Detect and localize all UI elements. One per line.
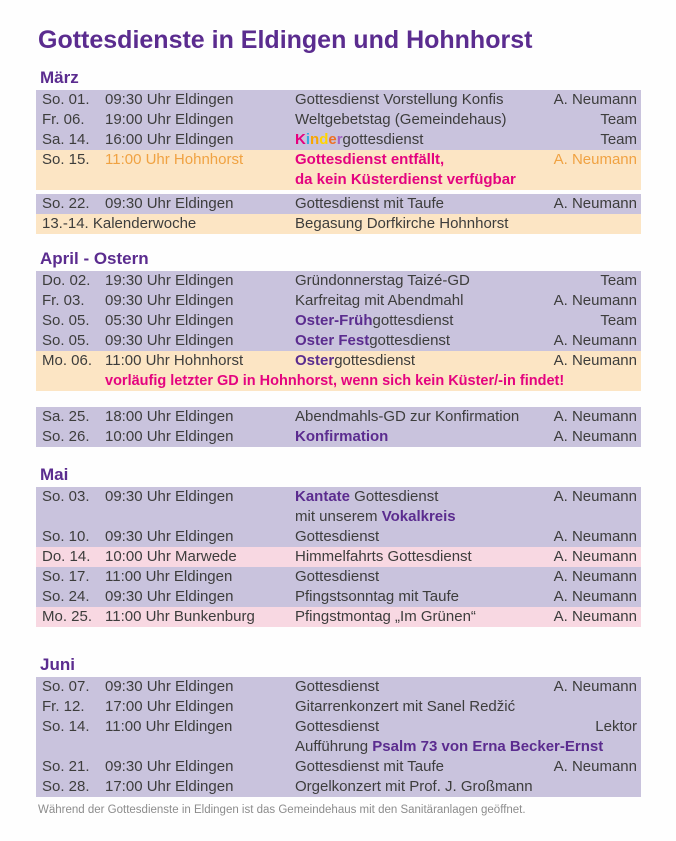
text-segment: Abendmahls-GD zur Konfirmation [295, 408, 520, 425]
time-location-cell: 09:30 Uhr Eldingen [105, 91, 234, 108]
text-segment: Gottesdienst [350, 488, 439, 505]
leader-cell: A. Neumann [553, 332, 637, 349]
date-cell: Fr. 03. [42, 292, 85, 309]
text-segment: Orgelkonzert mit Prof. J. Großmann [295, 778, 533, 795]
date-cell: So. 14. [42, 718, 90, 735]
time-location-cell: 17:00 Uhr Eldingen [105, 698, 234, 715]
text-segment: Himmelfahrts Gottesdienst [295, 548, 472, 565]
text-segment: Gottesdienst [295, 568, 380, 585]
time-location-cell: 09:30 Uhr Eldingen [105, 758, 234, 775]
time-location-cell: 09:30 Uhr Eldingen [105, 588, 234, 605]
table-row [36, 487, 641, 527]
text-segment: Kantate [295, 488, 351, 505]
description-line [295, 214, 639, 234]
note-text: vorläufig letzter GD in Hohnhorst, wenn sich kein Küster/-in findet! [105, 373, 565, 389]
date-cell: So. 07. [42, 678, 90, 695]
leader-cell: A. Neumann [553, 678, 637, 695]
description-line [295, 507, 639, 527]
table-row [36, 407, 641, 427]
leader-cell: A. Neumann [553, 292, 637, 309]
text-segment: gottesdienst [334, 352, 416, 369]
time-location-cell: 11:00 Uhr Hohnhorst [105, 352, 244, 369]
text-segment: Gottesdienst Vorstellung Konfis [295, 91, 504, 108]
month-section [0, 465, 676, 627]
date-cell: So. 17. [42, 568, 90, 585]
description-cell [295, 214, 641, 234]
table-row [36, 130, 641, 150]
text-segment: Gottesdienst mit Taufe [295, 195, 444, 212]
footer-note: Während der Gottesdienste in Eldingen ist das Gemeindehaus mit den Sanitäranlagen geöffnet. [38, 804, 526, 816]
text-segment: Oster [295, 352, 335, 369]
text-segment: Pfingstmontag „Im Grünen“ [295, 608, 476, 625]
time-location-cell: 11:00 Uhr Hohnhorst [105, 151, 244, 168]
time-location-cell: 09:30 Uhr Eldingen [105, 292, 234, 309]
time-location-cell: 19:30 Uhr Eldingen [105, 272, 234, 289]
table-row [36, 587, 641, 607]
table-row [36, 150, 641, 190]
time-location-cell: 09:30 Uhr Eldingen [105, 678, 234, 695]
description-line [295, 170, 639, 190]
table-row [36, 567, 641, 587]
date-cell: So. 01. [42, 91, 90, 108]
text-segment: gottesdienst [342, 131, 424, 148]
description-line [295, 777, 639, 797]
description-cell [295, 130, 641, 150]
description-cell [295, 697, 641, 717]
text-segment: e [328, 131, 337, 148]
leader-cell: A. Neumann [553, 352, 637, 369]
time-location-cell: 10:00 Uhr Eldingen [105, 428, 234, 445]
date-cell: So. 05. [42, 312, 90, 329]
description-cell [295, 110, 641, 130]
text-segment: gottesdienst [372, 312, 454, 329]
table-row [36, 371, 641, 391]
time-location-cell: 09:30 Uhr Eldingen [105, 488, 234, 505]
description-line [295, 110, 639, 130]
time-location-cell: 17:00 Uhr Eldingen [105, 778, 234, 795]
text-segment: Karfreitag mit Abendmahl [295, 292, 464, 309]
date-cell: So. 28. [42, 778, 90, 795]
description-line [295, 717, 639, 737]
leader-cell: A. Neumann [553, 758, 637, 775]
date-cell: Sa. 14. [42, 131, 90, 148]
leader-cell: A. Neumann [553, 548, 637, 565]
description-line [295, 697, 639, 717]
section-title: April - Ostern [40, 249, 149, 268]
description-line [295, 130, 639, 150]
date-cell: So. 26. [42, 428, 90, 445]
schedule [0, 68, 676, 797]
leader-cell: A. Neumann [553, 488, 637, 505]
text-segment: Gottesdienst mit Taufe [295, 758, 444, 775]
leader-cell: A. Neumann [553, 195, 637, 212]
leader-cell: A. Neumann [553, 151, 637, 168]
leader-cell: Team [600, 312, 637, 329]
text-segment: Gottesdienst [295, 678, 380, 695]
leader-cell: A. Neumann [553, 528, 637, 545]
schedule-table [36, 271, 641, 447]
text-segment: Pfingstsonntag mit Taufe [295, 588, 459, 605]
time-location-cell: 05:30 Uhr Eldingen [105, 312, 234, 329]
date-cell: 13.-14. Kalenderwoche [42, 215, 197, 232]
text-segment: r [336, 131, 343, 148]
table-row [36, 677, 641, 697]
time-location-cell: 09:30 Uhr Eldingen [105, 332, 234, 349]
date-cell: So. 22. [42, 195, 90, 212]
text-segment: Gründonnerstag Taizé-GD [295, 272, 470, 289]
table-row [36, 697, 641, 717]
description-cell [295, 777, 641, 797]
leader-cell: Team [600, 111, 637, 128]
date-cell: So. 10. [42, 528, 90, 545]
date-cell: Fr. 12. [42, 698, 85, 715]
leader-cell: A. Neumann [553, 91, 637, 108]
text-segment: gottesdienst [369, 332, 451, 349]
text-segment: mit unserem [295, 508, 382, 525]
text-segment: Psalm 73 von Erna Becker-Ernst [372, 738, 604, 755]
table-row [36, 110, 641, 130]
time-location-cell: 11:00 Uhr Eldingen [105, 718, 233, 735]
description-line [295, 311, 639, 331]
table-row [36, 757, 641, 777]
text-segment: Gitarrenkonzert mit Sanel Redžić [295, 698, 516, 715]
text-segment: i [305, 131, 311, 148]
table-row [36, 311, 641, 331]
table-row [36, 607, 641, 627]
table-row [36, 717, 641, 757]
text-segment: Begasung Dorfkirche Hohnhorst [295, 215, 509, 232]
text-segment: Oster-Früh [295, 312, 373, 329]
date-cell: Fr. 06. [42, 111, 85, 128]
table-row [36, 214, 641, 234]
date-cell: Do. 14. [42, 548, 91, 565]
time-location-cell: 18:00 Uhr Eldingen [105, 408, 234, 425]
time-location-cell: 19:00 Uhr Eldingen [105, 111, 234, 128]
table-row [36, 331, 641, 351]
leader-cell: Team [600, 272, 637, 289]
section-title: Mai [40, 465, 69, 484]
description-line [295, 737, 639, 757]
section-title: März [40, 68, 79, 87]
table-row [36, 271, 641, 291]
date-cell: Do. 02. [42, 272, 91, 289]
table-row [36, 547, 641, 567]
leader-cell: Team [600, 131, 637, 148]
schedule-table [36, 487, 641, 627]
description-cell [295, 311, 641, 331]
leader-cell: A. Neumann [553, 588, 637, 605]
date-cell: Mo. 06. [42, 352, 93, 369]
table-row [36, 777, 641, 797]
leader-cell: A. Neumann [553, 608, 637, 625]
time-location-cell: 16:00 Uhr Eldingen [105, 131, 234, 148]
text-segment: Gottesdienst entfällt, [295, 151, 445, 168]
time-location-cell: 11:00 Uhr Bunkenburg [105, 608, 255, 625]
description-line [295, 271, 639, 291]
text-segment: Konfirmation [295, 428, 389, 445]
table-row [36, 291, 641, 311]
leader-cell: Lektor [595, 718, 637, 735]
text-segment: Aufführung [295, 738, 373, 755]
schedule-table [36, 677, 641, 797]
date-cell: Sa. 25. [42, 408, 90, 425]
text-segment: Gottesdienst [295, 718, 380, 735]
description-cell [295, 271, 641, 291]
section-title: Juni [40, 655, 75, 674]
text-segment: d [319, 131, 329, 148]
month-section [0, 655, 676, 797]
date-cell: So. 03. [42, 488, 90, 505]
description-cell [295, 717, 641, 757]
leader-cell: A. Neumann [553, 408, 637, 425]
table-row [36, 351, 641, 371]
text-segment: Vokalkreis [381, 508, 456, 525]
table-row [36, 90, 641, 110]
date-cell: Mo. 25. [42, 608, 93, 625]
text-segment: n [310, 131, 320, 148]
date-cell: So. 05. [42, 332, 90, 349]
page-title: Gottesdienste in Eldingen und Hohnhorst [38, 26, 533, 54]
text-segment: K [295, 131, 306, 148]
time-location-cell: 09:30 Uhr Eldingen [105, 528, 234, 545]
time-location-cell: 09:30 Uhr Eldingen [105, 195, 234, 212]
leader-cell: A. Neumann [553, 428, 637, 445]
table-row [36, 527, 641, 547]
date-cell: So. 24. [42, 588, 90, 605]
text-segment: da kein Küsterdienst verfügbar [295, 171, 516, 188]
time-location-cell: 11:00 Uhr Eldingen [105, 568, 233, 585]
month-section [0, 68, 676, 234]
text-segment: Weltgebetstag (Gemeindehaus) [295, 111, 507, 128]
table-row [36, 427, 641, 447]
date-cell: So. 21. [42, 758, 90, 775]
text-segment: Gottesdienst [295, 528, 380, 545]
month-section [0, 249, 676, 447]
time-location-cell: 10:00 Uhr Marwede [105, 548, 237, 565]
table-row [36, 194, 641, 214]
date-cell: So. 15. [42, 151, 90, 168]
schedule-table [36, 90, 641, 234]
leader-cell: A. Neumann [553, 568, 637, 585]
text-segment: Oster Fest [295, 332, 370, 349]
